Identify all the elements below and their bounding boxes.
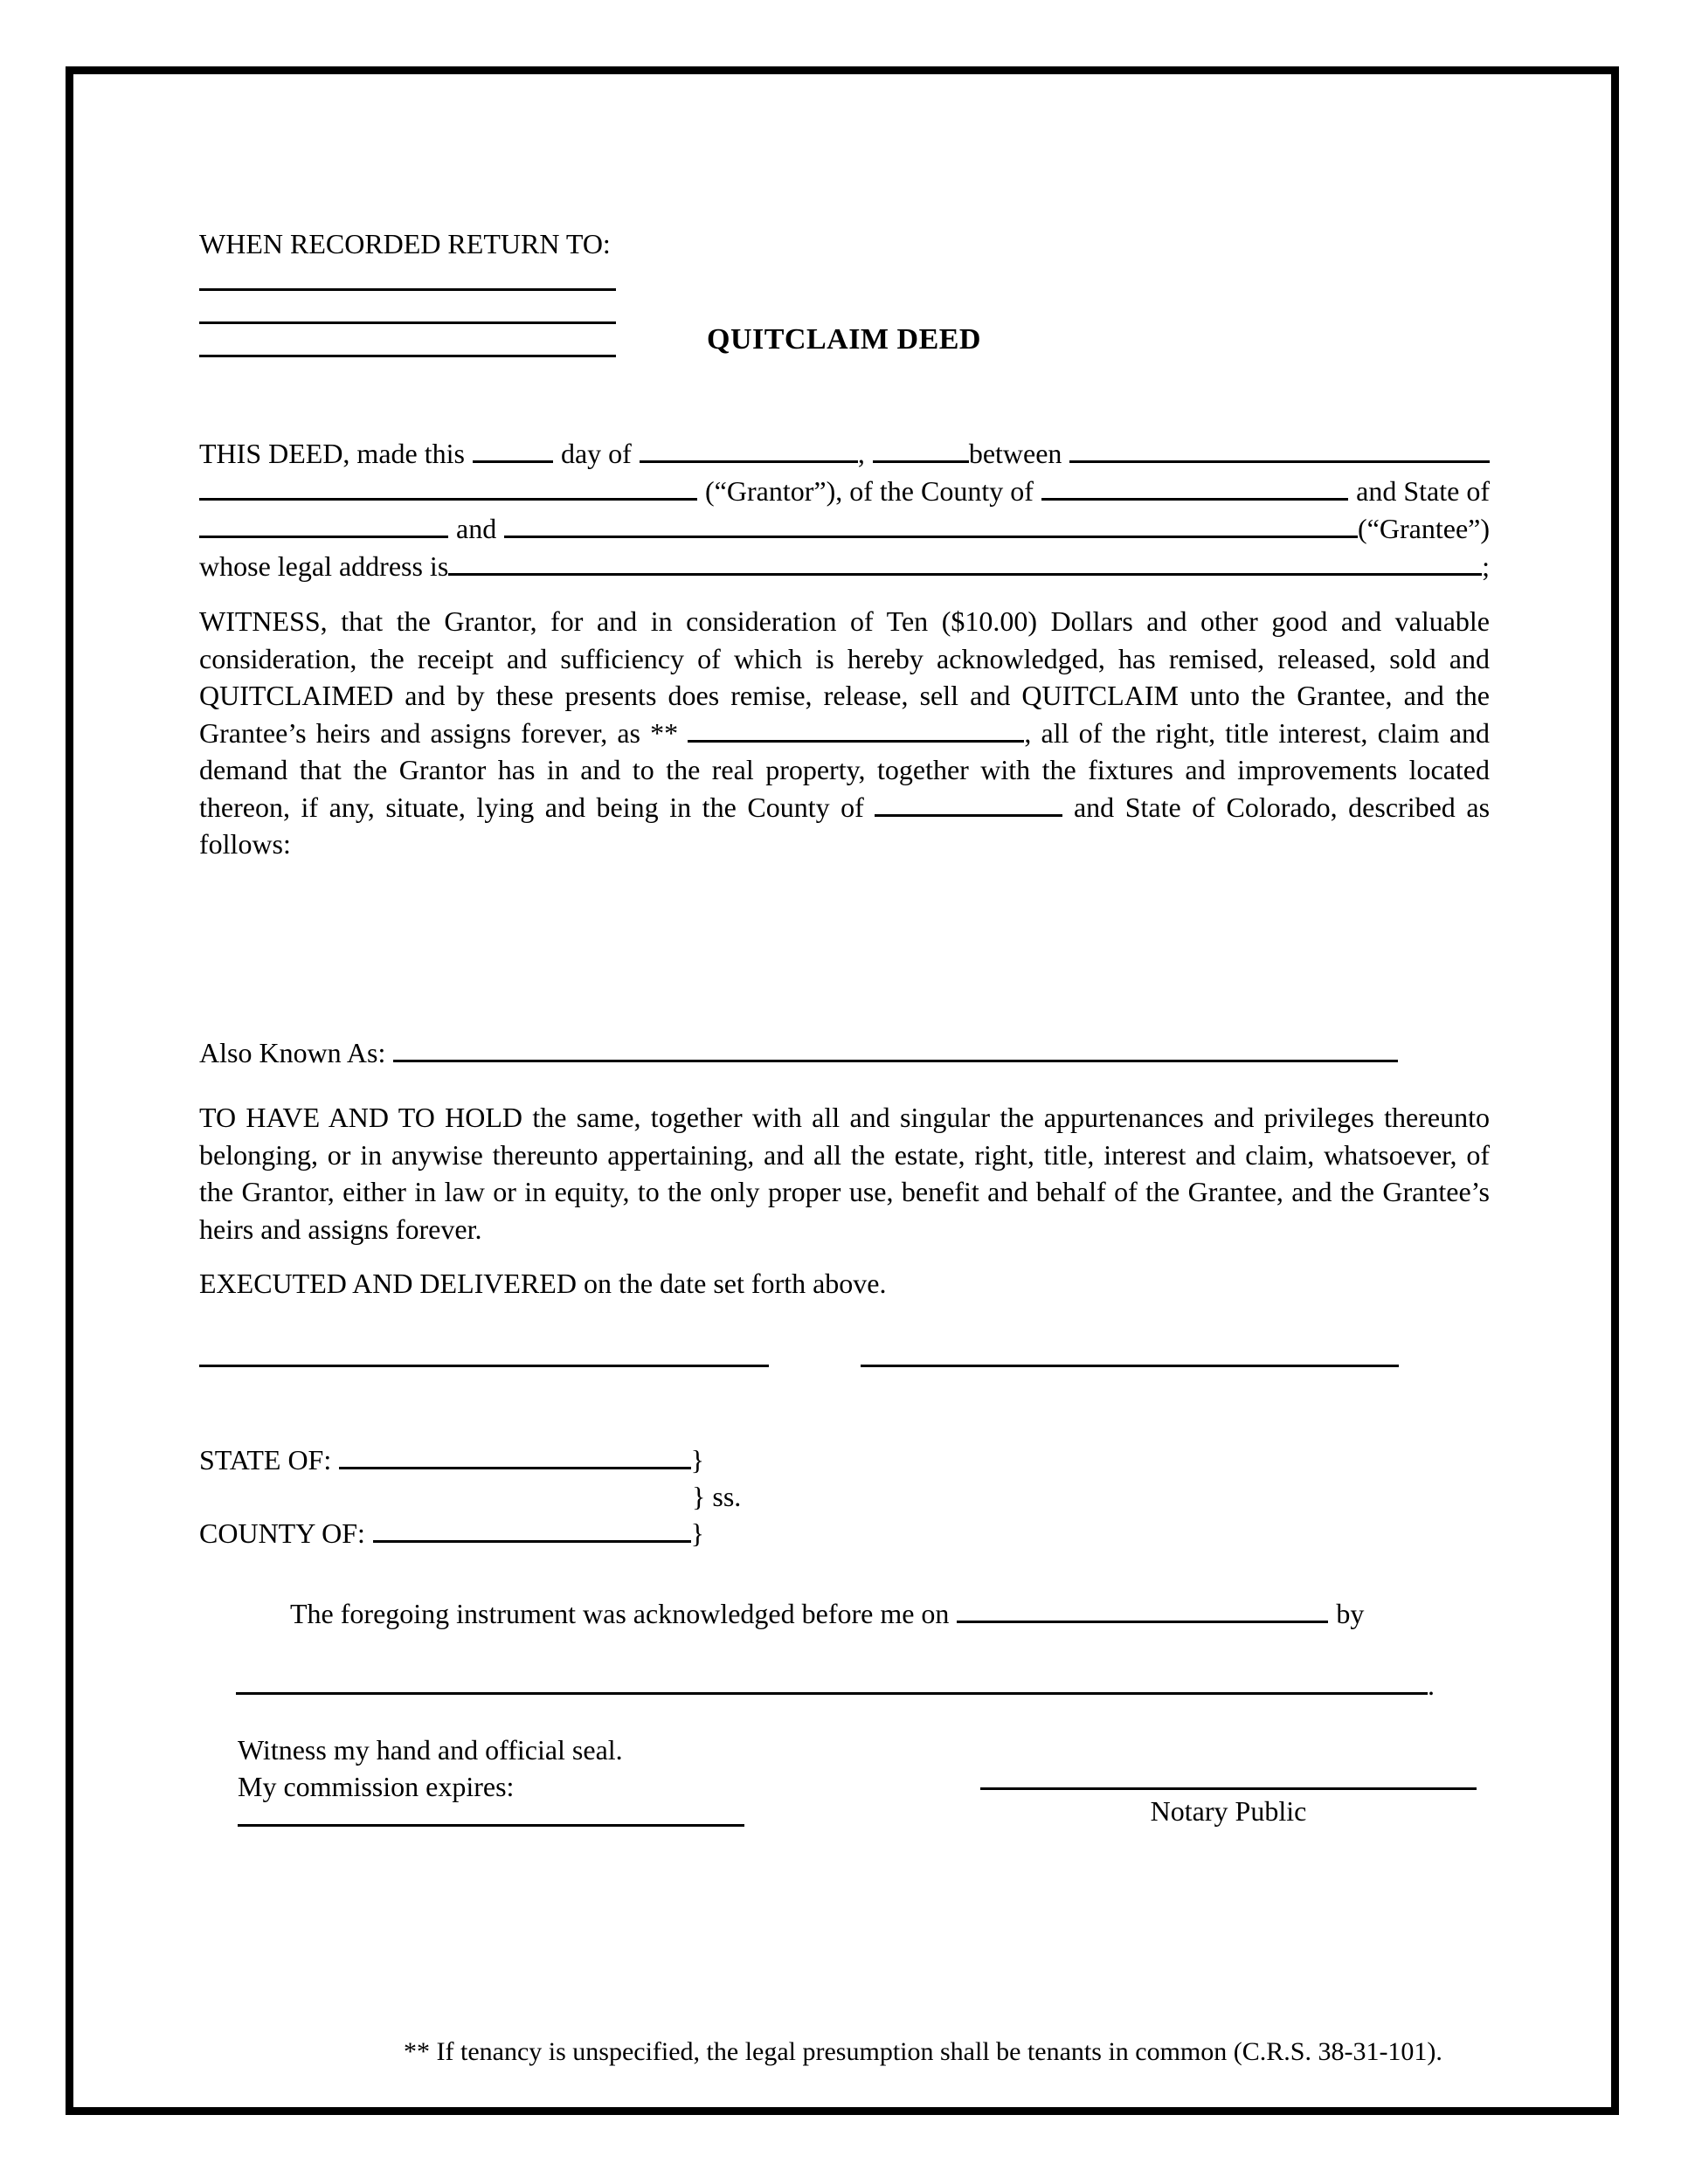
witness-seal-text: Witness my hand and official seal. — [238, 1734, 623, 1766]
grantor-name-blank-2[interactable] — [199, 493, 697, 501]
state-brace: } — [690, 1444, 704, 1476]
grantee-text: (“Grantee”) — [1358, 513, 1490, 544]
tenancy-type-blank[interactable] — [688, 736, 1024, 743]
deed-made-this-text: THIS DEED, made this — [199, 438, 465, 469]
witness-clause-text-1: WITNESS, that the Grantor, for and in consideration of Ten ($10.00) Dollars and other good and valuable consideration, the receipt and sufficiency of which is hereby acknowledged, has remised, released, sold and QUITCLAIMED and by these presents does remise, release, sell and QUITCLAIM unto the Grantee, and the Grantee’s heirs and assigns forever, as ** — [199, 605, 1490, 749]
state-of-row — [199, 1441, 704, 1479]
property-county-blank[interactable] — [875, 811, 1062, 817]
month-blank[interactable] — [640, 455, 858, 463]
return-to-label: WHEN RECORDED RETURN TO: — [199, 228, 611, 259]
acknowledged-text: The foregoing instrument was acknowledged before me on — [290, 1598, 950, 1629]
witness-clause-text-2: , all of the right, title interest, claim and demand that the Grantor has in and to the real property, together with the fixtures and improvements located thereon, if any, situate, lying and being in the County of — [199, 716, 1491, 823]
tenancy-footnote: ** If tenancy is unspecified, the legal presumption shall be tenants in common (C.R.S. 38-31-101). — [404, 2037, 1442, 2066]
grantor-signature-line-1[interactable] — [199, 1365, 769, 1367]
deed-clause-line-3 — [199, 510, 1490, 548]
also-known-as-label: Also Known As: — [199, 1037, 386, 1068]
also-known-as-row — [199, 1034, 1398, 1072]
county-of-blank[interactable] — [373, 1535, 691, 1543]
document-title: QUITCLAIM DEED — [707, 323, 981, 356]
ss-label: } ss. — [692, 1481, 742, 1512]
acknowledgment-names-blank[interactable] — [236, 1687, 1428, 1695]
grantor-state-blank[interactable] — [199, 530, 448, 538]
and-text: and — [456, 513, 497, 544]
grantor-county-text: (“Grantor”), of the County of — [705, 475, 1034, 507]
by-text: by — [1336, 1598, 1365, 1629]
also-known-as-blank[interactable] — [393, 1054, 1398, 1062]
grantor-county-blank[interactable] — [1041, 493, 1348, 501]
day-blank[interactable] — [473, 455, 553, 463]
day-of-text: day of — [560, 438, 632, 469]
deed-clause-line-1 — [199, 435, 1490, 473]
state-of-label: STATE OF: — [199, 1444, 332, 1476]
acknowledgment-names-row — [236, 1667, 1435, 1704]
grantor-name-blank-1[interactable] — [1069, 455, 1490, 463]
county-of-row — [199, 1515, 704, 1552]
witness-clause-text-3: and State of Colorado, described as follows: — [199, 791, 1491, 860]
acknowledgment-date-blank[interactable] — [957, 1615, 1328, 1623]
legal-address-text: whose legal address is — [199, 550, 449, 582]
between-text: between — [968, 438, 1062, 469]
return-address-line-1[interactable] — [199, 288, 616, 291]
comma-text: , — [857, 438, 865, 469]
deed-clause-line-2 — [199, 473, 1490, 510]
commission-date-line[interactable] — [238, 1824, 744, 1827]
habendum-clause: TO HAVE AND TO HOLD the same, together with all and singular the appurtenances and privileges thereunto belonging, or in anywise thereunto appertaining, and all the estate, right, title, interest and claim, whatsoever, of the Grantor, either in law or in equity, to the only proper use, benefit and behalf of the Grantee, and the Grantee’s heirs and assigns forever. — [199, 1102, 1490, 1245]
executed-clause: EXECUTED AND DELIVERED on the date set forth above. — [199, 1268, 887, 1299]
witness-clause — [199, 603, 1490, 863]
notary-public-label: Notary Public — [1150, 1795, 1307, 1827]
state-of-blank[interactable] — [339, 1462, 690, 1469]
semicolon-text: ; — [1482, 550, 1490, 582]
year-blank[interactable] — [873, 455, 969, 463]
legal-address-blank[interactable] — [448, 568, 1482, 576]
grantee-name-blank[interactable] — [504, 530, 1358, 538]
deed-clause-line-4 — [199, 548, 1490, 585]
grantor-signature-line-2[interactable] — [861, 1365, 1399, 1367]
deed-clause — [199, 435, 1490, 585]
commission-expires-text: My commission expires: — [238, 1771, 515, 1802]
and-state-of-text: and State of — [1356, 475, 1490, 507]
county-of-label: COUNTY OF: — [199, 1517, 365, 1549]
notary-signature-line[interactable] — [980, 1787, 1477, 1790]
county-brace: } — [690, 1517, 704, 1549]
period-text: . — [1428, 1669, 1435, 1701]
acknowledgment-row — [290, 1595, 1364, 1633]
